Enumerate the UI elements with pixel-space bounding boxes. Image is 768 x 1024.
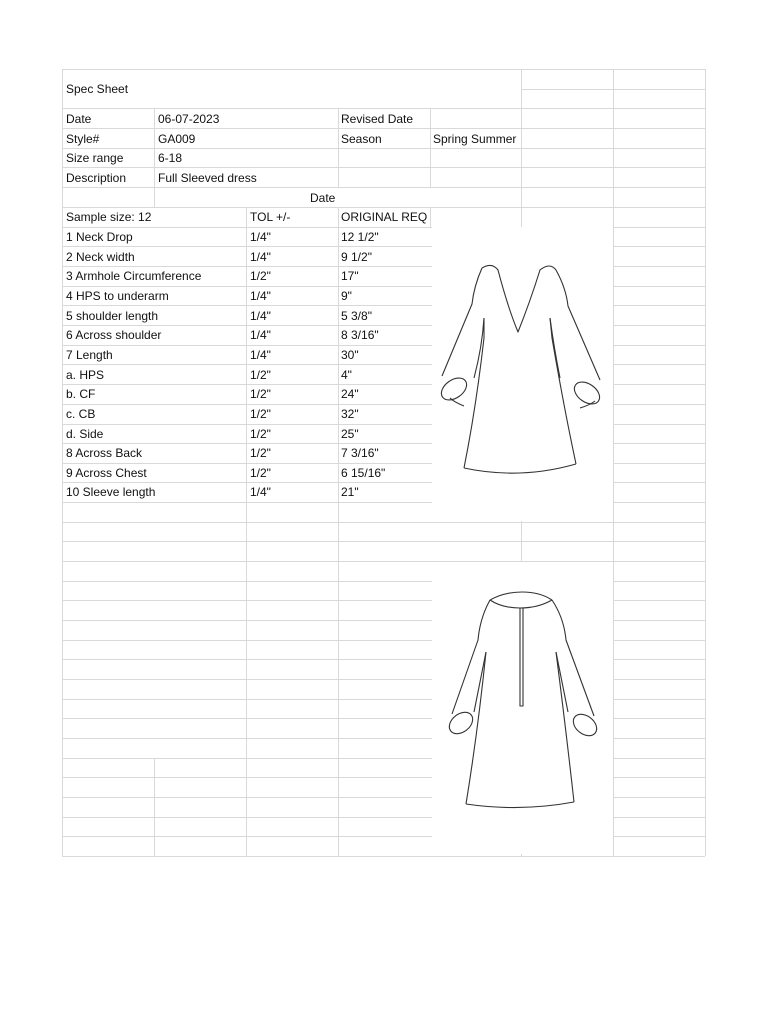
grid-row-line — [62, 187, 705, 188]
measurement-original-req[interactable]: 25" — [341, 427, 359, 441]
grid-column-line — [705, 69, 706, 856]
description-label: Description — [66, 171, 127, 185]
measurement-original-req[interactable]: 32" — [341, 407, 359, 421]
measurement-original-req[interactable]: 8 3/16" — [341, 328, 379, 342]
sheet-title: Spec Sheet — [66, 82, 129, 96]
style-value[interactable]: GA009 — [158, 132, 196, 146]
measurement-name: 9 Across Chest — [66, 466, 147, 480]
measurement-original-req[interactable]: 30" — [341, 348, 359, 362]
size-range-value[interactable]: 6-18 — [158, 151, 183, 165]
measurement-tolerance[interactable]: 1/2" — [250, 269, 271, 283]
measurement-original-req[interactable]: 21" — [341, 485, 359, 499]
measurement-name: 10 Sleeve length — [66, 485, 156, 499]
original-req-header: ORIGINAL REQ — [341, 210, 428, 224]
measurement-original-req[interactable]: 12 1/2" — [341, 230, 379, 244]
measurement-name: 6 Across shoulder — [66, 328, 162, 342]
season-value[interactable]: Spring Summer — [433, 132, 517, 146]
grid-row-line — [62, 207, 705, 208]
grid-row-line — [62, 128, 705, 129]
grid-column-line — [613, 69, 614, 856]
measurement-original-req[interactable]: 6 15/16" — [341, 466, 386, 480]
grid-column-line — [430, 108, 431, 187]
measurement-name: 4 HPS to underarm — [66, 289, 169, 303]
grid-row-line — [62, 148, 705, 149]
measurement-name: 8 Across Back — [66, 446, 143, 460]
grid-column-line — [338, 207, 339, 856]
measurement-name: 7 Length — [66, 348, 113, 362]
front-view-dress-sketch — [436, 258, 606, 480]
grid-column-line — [62, 69, 63, 856]
grid-row-line — [62, 541, 705, 542]
measurement-name: 5 shoulder length — [66, 309, 159, 323]
size-range-label: Size range — [66, 151, 124, 165]
description-value[interactable]: Full Sleeved dress — [158, 171, 257, 185]
measurement-tolerance[interactable]: 1/2" — [250, 387, 271, 401]
tolerance-header: TOL +/- — [250, 210, 291, 224]
measurement-original-req[interactable]: 24" — [341, 387, 359, 401]
measurement-name: 3 Armhole Circumference — [66, 269, 202, 283]
grid-row-line — [62, 167, 705, 168]
season-label: Season — [341, 132, 382, 146]
measurement-original-req[interactable]: 17" — [341, 269, 359, 283]
grid-row-line — [62, 856, 705, 857]
date-label: Date — [66, 112, 92, 126]
grid-column-line — [246, 207, 247, 856]
grid-column-line — [338, 108, 339, 187]
grid-row-line — [62, 522, 705, 523]
measurement-tolerance[interactable]: 1/2" — [250, 407, 271, 421]
measurement-tolerance[interactable]: 1/2" — [250, 368, 271, 382]
measurement-tolerance[interactable]: 1/2" — [250, 466, 271, 480]
measurement-tolerance[interactable]: 1/2" — [250, 427, 271, 441]
measurement-tolerance[interactable]: 1/4" — [250, 230, 271, 244]
measurement-name: d. Side — [66, 427, 104, 441]
measurement-name: 1 Neck Drop — [66, 230, 133, 244]
grid-column-line — [430, 207, 431, 227]
measurement-name: a. HPS — [66, 368, 105, 382]
grid-row-line — [62, 69, 705, 70]
grid-column-line — [154, 108, 155, 207]
date-column-header: Date — [310, 191, 336, 205]
measurement-original-req[interactable]: 5 3/8" — [341, 309, 372, 323]
grid-row-line — [62, 108, 705, 109]
measurement-original-req[interactable]: 9 1/2" — [341, 250, 372, 264]
date-value[interactable]: 06-07-2023 — [158, 112, 220, 126]
measurement-name: 2 Neck width — [66, 250, 135, 264]
measurement-tolerance[interactable]: 1/4" — [250, 309, 271, 323]
back-view-dress-sketch — [440, 590, 602, 812]
revised-date-label: Revised Date — [341, 112, 414, 126]
measurement-tolerance[interactable]: 1/4" — [250, 250, 271, 264]
measurement-original-req[interactable]: 9" — [341, 289, 352, 303]
measurement-original-req[interactable]: 7 3/16" — [341, 446, 379, 460]
measurement-original-req[interactable]: 4" — [341, 368, 352, 382]
measurement-name: b. CF — [66, 387, 96, 401]
style-label: Style# — [66, 132, 100, 146]
measurement-tolerance[interactable]: 1/2" — [250, 446, 271, 460]
measurement-tolerance[interactable]: 1/4" — [250, 328, 271, 342]
measurement-tolerance[interactable]: 1/4" — [250, 348, 271, 362]
sample-size-label: Sample size: 12 — [66, 210, 152, 224]
measurement-tolerance[interactable]: 1/4" — [250, 289, 271, 303]
measurement-tolerance[interactable]: 1/4" — [250, 485, 271, 499]
measurement-name: c. CB — [66, 407, 96, 421]
grid-column-line — [154, 758, 155, 856]
